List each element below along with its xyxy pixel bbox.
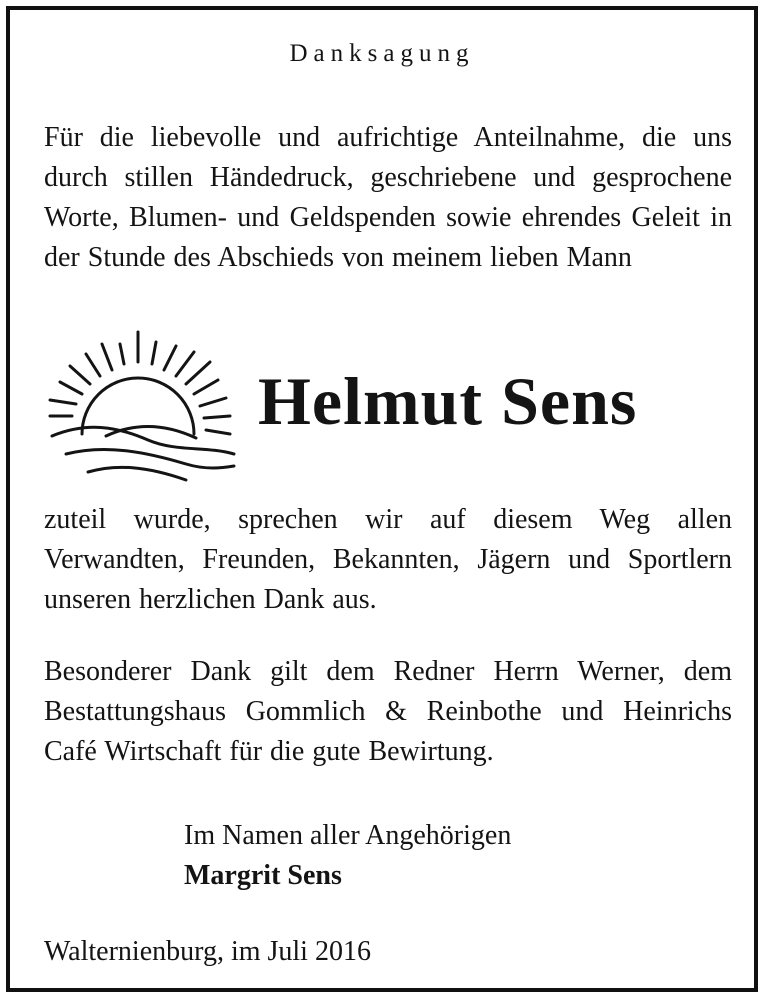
obituary-notice <box>6 6 758 992</box>
thanks-paragraph: zuteil wurde, sprechen wir auf diesem Weg allen Verwandten, Freunden, Bekannten, Jägern und Sportlern unseren herzlichen Dank aus. <box>44 504 732 615</box>
signature-line: Im Namen aller Angehörigen <box>184 820 512 851</box>
signature-block <box>184 816 511 896</box>
place-date: Walternienburg, im Juli 2016 <box>44 936 371 967</box>
signature-name: Margrit Sens <box>184 860 342 891</box>
intro-paragraph: Für die liebevolle und aufrichtige Anteilnahme, die uns durch stillen Händedruck, geschriebene und gesprochene Worte, Blumen- und Geldspenden sowie ehrendes Geleit in der Stunde des Abschieds von meinem lieben Mann <box>44 122 732 273</box>
deceased-name: Helmut Sens <box>258 363 638 439</box>
notice-heading: Danksagung <box>289 40 475 67</box>
setting-sun-icon <box>36 318 236 488</box>
special-thanks-paragraph: Besonderer Dank gilt dem Redner Herrn Werner, dem Bestattungshaus Gommlich & Reinbothe und Heinrichs Café Wirtschaft für die gute Bewirtung. <box>44 656 732 767</box>
